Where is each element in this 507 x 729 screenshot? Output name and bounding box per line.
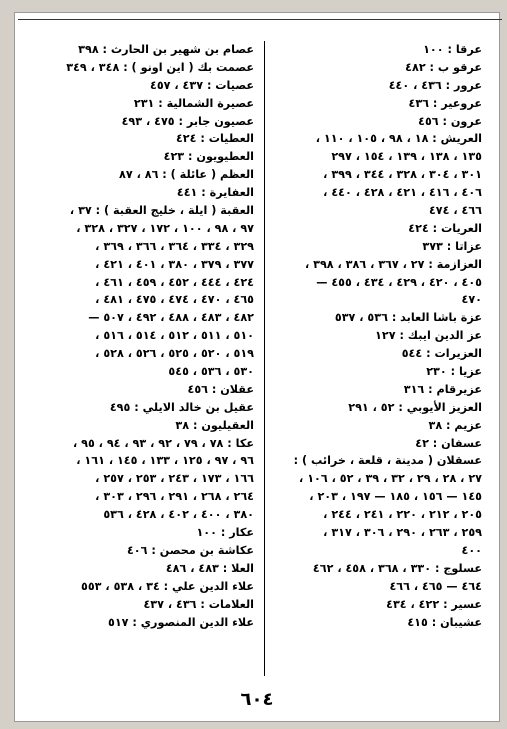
- index-entry-line: ٤٧٠: [461, 293, 482, 307]
- index-entry-line: العزازمة : ٢٧ ، ٣٦٧ ، ٣٨٦ ، ٣٩٨ ،: [304, 257, 482, 271]
- index-entry-line: العلامات : ٤٣٦ ، ٤٣٧: [143, 597, 254, 611]
- index-entry-line: ٩٧ ، ٩٨ ، ١٠٠ ، ١٧٢ ، ٣٢٧ ، ٣٢٨ ،: [76, 221, 254, 235]
- index-entry-line: ٤٠٠: [461, 543, 482, 557]
- top-rule: [18, 19, 502, 24]
- index-entry-line: ١٣٥ ، ١٣٨ ، ١٣٩ ، ١٥٤ ، ٢٩٧: [331, 150, 482, 164]
- index-column-left: [24, 41, 254, 631]
- index-entry-line: عزة باشا العابد : ٥٣٦ ، ٥٣٧: [334, 311, 482, 325]
- index-entry-line: ٣٢٩ ، ٣٣٤ ، ٣٦٤ ، ٣٦٦ ، ٣٦٩ ،: [95, 239, 254, 253]
- index-entry-line: ٥١٩ ، ٥٢٠ ، ٥٢٥ ، ٥٢٦ ، ٥٢٨ ،: [95, 347, 254, 361]
- index-entry-line: ٣٨٠ ، ٤٠٠ ، ٤٠٢ ، ٤٢٨ ، ٥٣٦: [103, 508, 254, 522]
- index-column-right: [264, 41, 482, 631]
- index-entry-line: عزيم : ٣٨: [428, 418, 482, 432]
- index-entry-line: ٢٠٥ ، ٢١٢ ، ٢٢٠ ، ٢٤١ ، ٢٤٤ ،: [323, 508, 482, 522]
- index-entry-line: عصام بن شهير بن الحارث : ٣٩٨: [78, 43, 254, 56]
- index-entry-line: عصيون جابر : ٤٧٥ ، ٤٩٣: [121, 114, 254, 128]
- index-entry-line: ٥٣٠ ، ٥٣٦ ، ٥٤٥: [168, 365, 254, 379]
- index-entry-line: عكار : ١٠٠: [196, 526, 254, 540]
- index-entry-line: ٤٦٤ — ٤٦٥ ، ٤٦٦: [389, 579, 482, 593]
- index-entry-line: عصيات : ٤٣٧ ، ٤٥٧: [150, 78, 254, 92]
- index-entry-line: عكاشة بن محصن : ٤٠٦: [126, 543, 254, 557]
- index-entry-line: علاء الدين المنصوري : ٥١٧: [107, 615, 254, 629]
- index-entry-line: ٤٠٦ ، ٤١٦ ، ٤٢١ ، ٤٢٨ ، ٤٤٠ ،: [323, 186, 482, 200]
- index-entry-line: العزيز الأيوبي : ٥٢ ، ٢٩١: [348, 400, 482, 414]
- index-entry-line: العظم ( عائلة ) : ٨٦ ، ٨٧: [119, 168, 254, 182]
- index-entry-line: العطيويون : ٤٢٣: [163, 150, 254, 164]
- index-entry-line: العقبة ( ايلة ، خليج العقبة ) : ٣٧ ،: [69, 204, 254, 218]
- index-entry-line: العريش : ١٨ ، ٩٨ ، ١٠٥ ، ١١٠ ،: [315, 132, 482, 146]
- index-entry-line: العقيليون : ٣٨: [175, 418, 254, 432]
- index-entry-line: عشيبان : ٤١٥: [407, 615, 482, 629]
- index-entry-line: عكا : ٧٨ ، ٧٩ ، ٩٢ ، ٩٣ ، ٩٤ ، ٩٥ ،: [72, 436, 254, 450]
- index-entry-line: ١٤٥ — ١٥٦ ، ١٨٥ — ١٩٧ ، ٢٠٣ ،: [309, 490, 482, 504]
- page-number: ٦٠٤: [240, 689, 274, 710]
- index-entry-line: عزيرقام : ٣١٦: [403, 382, 482, 396]
- index-entry-line: عرون : ٤٥٦: [418, 114, 482, 128]
- index-entry-line: عرقو ب : ٤٨٢: [405, 60, 482, 74]
- index-entry-line: عرور : ٤٣٦ ، ٤٤٠: [388, 78, 482, 92]
- index-entry-line: ٢٧ ، ٢٨ ، ٢٩ ، ٣٢ ، ٣٩ ، ٥٢ ، ١٠٦ ،: [299, 472, 482, 486]
- index-entry-line: ٣٧٧ ، ٣٧٩ ، ٣٨٠ ، ٤٠١ ، ٤٢١ ،: [95, 257, 254, 271]
- index-entry-line: ٣٠١ ، ٣٠٤ ، ٣٢٨ ، ٣٤٤ ، ٣٩٩ ،: [323, 168, 482, 182]
- index-entry-line: عروعير : ٤٣٦: [408, 96, 482, 110]
- index-entry-line: ٤٦٦ ، ٤٧٤: [428, 204, 482, 218]
- index-entry-line: عسلوج : ٣٣٠ ، ٣٦٨ ، ٤٥٨ ، ٤٦٢: [312, 561, 482, 575]
- index-entry-line: ٢٥٩ ، ٢٦٣ ، ٢٩٠ ، ٣٠٦ ، ٣١٧ ،: [323, 526, 482, 540]
- index-entry-line: ١٦٦ ، ١٧٣ ، ٢٤٣ ، ٢٥٣ ، ٢٥٧ ،: [95, 472, 254, 486]
- index-entry-line: العلا : ٤٨٣ ، ٤٨٦: [165, 561, 254, 575]
- index-entry-line: عرقا : ١٠٠: [423, 43, 482, 56]
- index-entry-line: ٤٢٤ ، ٤٤٤ ، ٤٥٢ ، ٤٥٩ ، ٤٦١ ،: [95, 275, 254, 289]
- index-entry-line: ٩٦ ، ٩٧ ، ١٢٥ ، ١٣٣ ، ١٤٥ ، ١٦١ ،: [76, 454, 254, 468]
- index-entry-line: علاء الدين علي : ٣٤ ، ٥٣٨ ، ٥٥٣: [81, 579, 254, 593]
- index-entry-line: ٤٠٥ ، ٤٢٠ ، ٤٢٩ ، ٤٣٤ ، ٤٥٥ —: [316, 275, 482, 289]
- index-entry-line: ٤٨٢ ، ٤٨٣ ، ٤٨٨ ، ٤٩٢ ، ٥٠٧ —: [88, 311, 254, 325]
- index-entry-line: عزيا : ٢٣٠: [426, 365, 482, 379]
- index-entry-line: ٢٦٤ ، ٢٦٨ ، ٢٩١ ، ٢٩٦ ، ٣٠٣ ،: [95, 490, 254, 504]
- index-entry-line: عسقلان ( مدينة ، قلعة ، خرائب ) :: [293, 454, 482, 468]
- index-entry-line: عصيرة الشمالية : ٢٣١: [133, 96, 254, 110]
- index-entry-line: العزيرات : ٥٤٤: [401, 347, 482, 361]
- index-entry-line: عقلان : ٤٥٦: [187, 382, 254, 396]
- index-entry-line: عقيل بن خالد الايلي : ٤٩٥: [109, 400, 254, 414]
- book-page: [14, 12, 500, 722]
- index-entry-line: عسير : ٤٢٢ ، ٤٣٤: [386, 597, 482, 611]
- index-entry-line: العريات : ٤٢٤: [408, 221, 482, 235]
- index-entry-line: العطيات : ٤٢٤: [175, 132, 254, 146]
- index-entry-line: ٤٦٥ ، ٤٧٠ ، ٤٧٤ ، ٤٧٥ ، ٤٨١ ،: [95, 293, 254, 307]
- index-entry-line: ٥١٠ ، ٥١١ ، ٥١٢ ، ٥١٤ ، ٥١٦ ،: [95, 329, 254, 343]
- index-entry-line: عسفان : ٤٢: [415, 436, 482, 450]
- index-entry-line: العفايرة : ٤٤١: [176, 186, 254, 200]
- index-entry-line: عز الدين ايبك : ١٢٧: [375, 329, 482, 343]
- index-entry-line: عزاتا : ٣٧٣: [422, 239, 482, 253]
- index-entry-line: عصمت بك ( اين اونو ) : ٣٤٨ ، ٣٤٩: [66, 60, 254, 74]
